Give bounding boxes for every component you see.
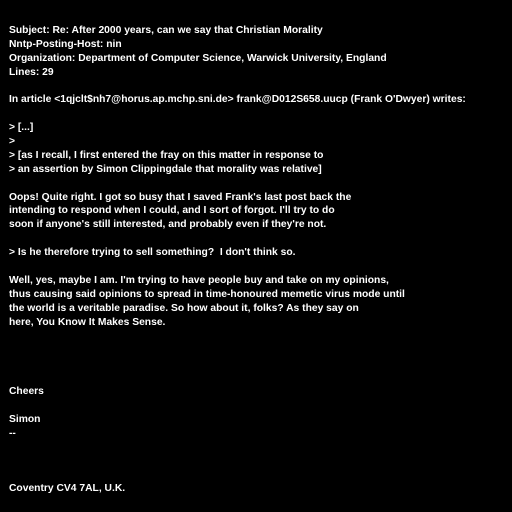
header-organization: Organization: Department of Computer Science, Warwick University, England bbox=[9, 52, 387, 64]
body-line: the world is a veritable paradise. So how about it, folks? As they say on bbox=[9, 302, 359, 314]
body-line: Well, yes, maybe I am. I'm trying to have people buy and take on my opinions, bbox=[9, 274, 389, 286]
quote-line: > bbox=[9, 136, 16, 148]
quote-line: > [...] bbox=[9, 122, 34, 134]
body-line: thus causing said opinions to spread in time-honoured memetic virus mode until bbox=[9, 288, 405, 300]
paragraph-1 bbox=[9, 191, 509, 233]
attribution-line: In article <1qjclt$nh7@horus.ap.mchp.sni.de> frank@D012S658.uucp (Frank O'Dwyer) writes: bbox=[9, 94, 466, 106]
newsgroup-post bbox=[9, 10, 509, 510]
header-block bbox=[9, 10, 509, 24]
body-line: Oops! Quite right. I got so busy that I saved Frank's last post back the bbox=[9, 191, 352, 203]
author-name: Simon bbox=[9, 413, 41, 425]
signature-block bbox=[9, 427, 509, 496]
header-lines: Lines: 29 bbox=[9, 66, 54, 78]
body-line: here, You Know It Makes Sense. bbox=[9, 316, 166, 328]
quoted-signature bbox=[9, 343, 509, 371]
quoted-question: > Is he therefore trying to sell something? I don't think so. bbox=[9, 247, 296, 259]
header-subject: Subject: Re: After 2000 years, can we say that Christian Morality bbox=[9, 24, 323, 36]
body-line: intending to respond when I could, and I sort of forgot. I'll try to do bbox=[9, 205, 335, 217]
signature-separator: -- bbox=[9, 427, 16, 439]
quote-line: > an assertion by Simon Clippingdale that morality was relative] bbox=[9, 163, 322, 175]
body-line: soon if anyone's still interested, and probably even if they're not. bbox=[9, 219, 327, 231]
quote-line: > [as I recall, I first entered the fray on this matter in response to bbox=[9, 149, 324, 161]
closing: Cheers bbox=[9, 386, 44, 398]
signature-address: Coventry CV4 7AL, U.K. bbox=[9, 483, 126, 495]
header-nntp-posting-host: Nntp-Posting-Host: nin bbox=[9, 38, 122, 50]
quoted-block-1 bbox=[9, 121, 509, 177]
paragraph-2 bbox=[9, 274, 509, 330]
